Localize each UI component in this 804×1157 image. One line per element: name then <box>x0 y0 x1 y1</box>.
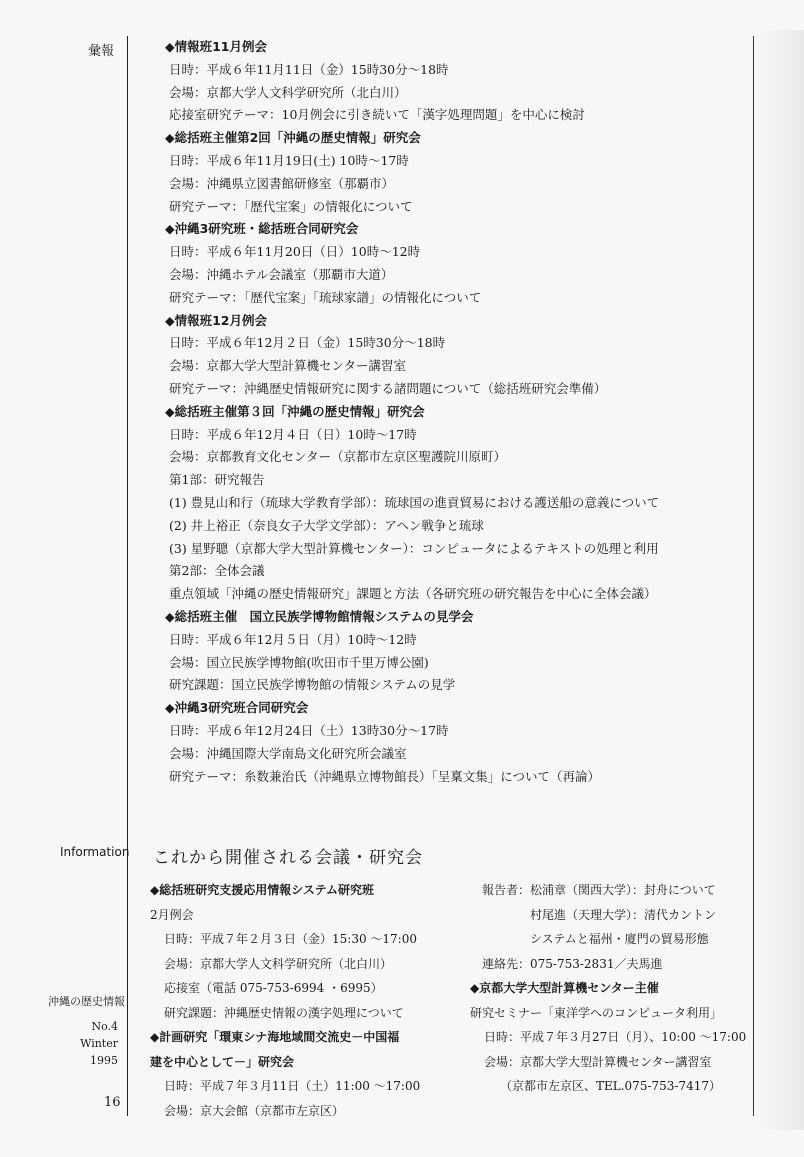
event-venue: 会場：京都大学人文科学研究所（北白川） <box>164 956 393 971</box>
event-title-continued: 建を中心として－」研究会 <box>150 1054 295 1069</box>
event-title: ◆京都大学大型計算機センター主催 <box>470 981 659 995</box>
page-edge-shadow <box>754 30 804 1130</box>
event-title: ◆沖縄3研究班合同研究会 <box>165 700 309 716</box>
event-date: 日時：平成７年２月３日（金）15:30 ～17:00 <box>164 932 417 946</box>
issue-year: 1995 <box>90 1054 118 1067</box>
event-line: 日時：平成６年11月20日（日）10時～12時 <box>169 244 421 260</box>
contact-line: 連絡先：075-753-2831／夫馬進 <box>482 956 663 971</box>
margin-rule <box>127 36 128 1116</box>
event-line: 研究テーマ：沖縄歴史情報研究に関する諸問題について（総括班研究会準備） <box>169 380 607 396</box>
issue-info <box>80 1018 118 1069</box>
event-line: 日時：平成６年11月11日（金）15時30分～18時 <box>169 61 449 77</box>
event-line: 日時：平成６年12月５日（月）10時～12時 <box>169 631 417 647</box>
event-venue: 会場：京都大学大型計算機センター講習室 <box>484 1054 712 1069</box>
event-line: 研究テーマ：「歴代宝案」「琉球家譜」の情報化について <box>169 289 482 305</box>
event-line: 会場：京都大学人文科学研究所（北白川） <box>169 84 407 100</box>
event-line: 会場：京都大学大型計算機センター講習室 <box>169 358 407 374</box>
event-title: ◆情報班12月例会 <box>165 312 268 328</box>
event-line: 第1部：研究報告 <box>169 472 265 488</box>
event-line: 重点領域「沖縄の歴史情報研究」課題と方法（各研究班の研究報告を中心に全体会議） <box>169 586 657 602</box>
past-events <box>165 36 745 788</box>
event-line: 会場：沖縄国際大学南島文化研究所会議室 <box>169 745 407 761</box>
event-room: 応接室（電話 075-753-6994 ・6995） <box>164 981 383 995</box>
event-line: (3) 星野聰（京都大学大型計算機センター）：コンピュータによるテキストの処理と利用 <box>169 540 659 556</box>
event-seminar: 研究セミナー「東洋学へのコンピュータ利用」 <box>470 1005 723 1020</box>
event-block <box>165 127 745 218</box>
event-line: 日時：平成６年12月４日（日）10時～17時 <box>169 426 417 442</box>
event-block <box>165 606 745 697</box>
journal-title: 沖縄の歴史情報 <box>48 995 125 1008</box>
event-block <box>165 697 745 788</box>
event-venue: 会場：京大会館（京都市左京区） <box>164 1103 345 1118</box>
event-line: 会場：沖縄県立図書館研修室（那覇市） <box>169 175 395 191</box>
event-line: 応接室研究テーマ：10月例会に引き続いて「漢字処理問題」を中心に検討 <box>169 107 585 123</box>
event-line: 研究テーマ：糸数兼治氏（沖縄県立博物館長）「呈稟文集」について（再論） <box>169 768 601 784</box>
event-title: ◆総括班研究支援応用情報システム研究班 <box>150 883 375 897</box>
event-line: 日時：平成６年11月19日(土) 10時～17時 <box>169 152 409 168</box>
event-line: 会場：京都教育文化センター（京都市左京区聖護院川原町） <box>169 449 507 465</box>
page-number: 16 <box>104 1095 121 1110</box>
reporter-line: 報告者：松浦章（関西大学）：封舟について <box>482 883 716 897</box>
event-date: 日時：平成７年３月27日（月）、10:00 ～17:00 <box>484 1030 747 1044</box>
event-subtitle: 2月例会 <box>150 907 194 922</box>
upcoming-left-column <box>150 878 460 1123</box>
event-title: ◆情報班11月例会 <box>165 39 268 54</box>
section-label: 彙報 <box>88 44 115 59</box>
event-block <box>165 310 745 401</box>
event-title: ◆沖縄3研究班・総括班合同研究会 <box>165 221 359 237</box>
issue-number: No.4 <box>91 1020 118 1033</box>
event-block <box>165 401 745 606</box>
column-rule <box>753 36 754 1116</box>
event-line: 日時：平成６年12月24日（土）13時30分～17時 <box>169 722 449 738</box>
event-line: (2) 井上裕正（奈良女子大学文学部）：アヘン戦争と琉球 <box>169 517 484 533</box>
issue-season: Winter <box>80 1037 118 1050</box>
upcoming-heading: これから開催される会議・研究会 <box>153 848 423 868</box>
information-label: Information <box>60 845 130 859</box>
event-line: 会場：国立民族学博物館(吹田市千里万博公園) <box>169 654 429 670</box>
event-line: 第2部：全体会議 <box>169 563 265 579</box>
reporter-line: システムと福州・廈門の貿易形態 <box>530 932 709 946</box>
upcoming-right-column <box>470 878 750 1099</box>
event-address: （京都市左京区、TEL.075-753-7417） <box>500 1079 722 1093</box>
event-date: 日時：平成７年３月11日（土）11:00 ～17:00 <box>164 1079 421 1093</box>
event-title: ◆計画研究「環東シナ海地域間交流史－中国福 <box>150 1030 400 1044</box>
event-line: 日時：平成６年12月２日（金）15時30分～18時 <box>169 335 446 351</box>
event-block <box>165 36 745 127</box>
event-block <box>165 218 745 309</box>
event-title: ◆総括班主催第３回「沖縄の歴史情報」研究会 <box>165 403 425 419</box>
event-line: 研究テーマ：「歴代宝案」の情報化について <box>169 198 413 214</box>
event-line: (1) 豊見山和行（琉球大学教育学部）：琉球国の進貢貿易における護送船の意義について <box>169 494 660 510</box>
event-title: ◆総括班主催 国立民族学博物館情報システムの見学会 <box>165 608 474 624</box>
event-line: 研究課題：国立民族学博物館の情報システムの見学 <box>169 677 456 693</box>
event-title: ◆総括班主催第2回「沖縄の歴史情報」研究会 <box>165 130 421 146</box>
event-line: 会場：沖縄ホテル会議室（那覇市大道） <box>169 266 394 282</box>
event-topic: 研究課題：沖縄歴史情報の漢字処理について <box>164 1005 404 1020</box>
reporter-line: 村尾進（天理大学）：清代カントン <box>530 907 717 922</box>
